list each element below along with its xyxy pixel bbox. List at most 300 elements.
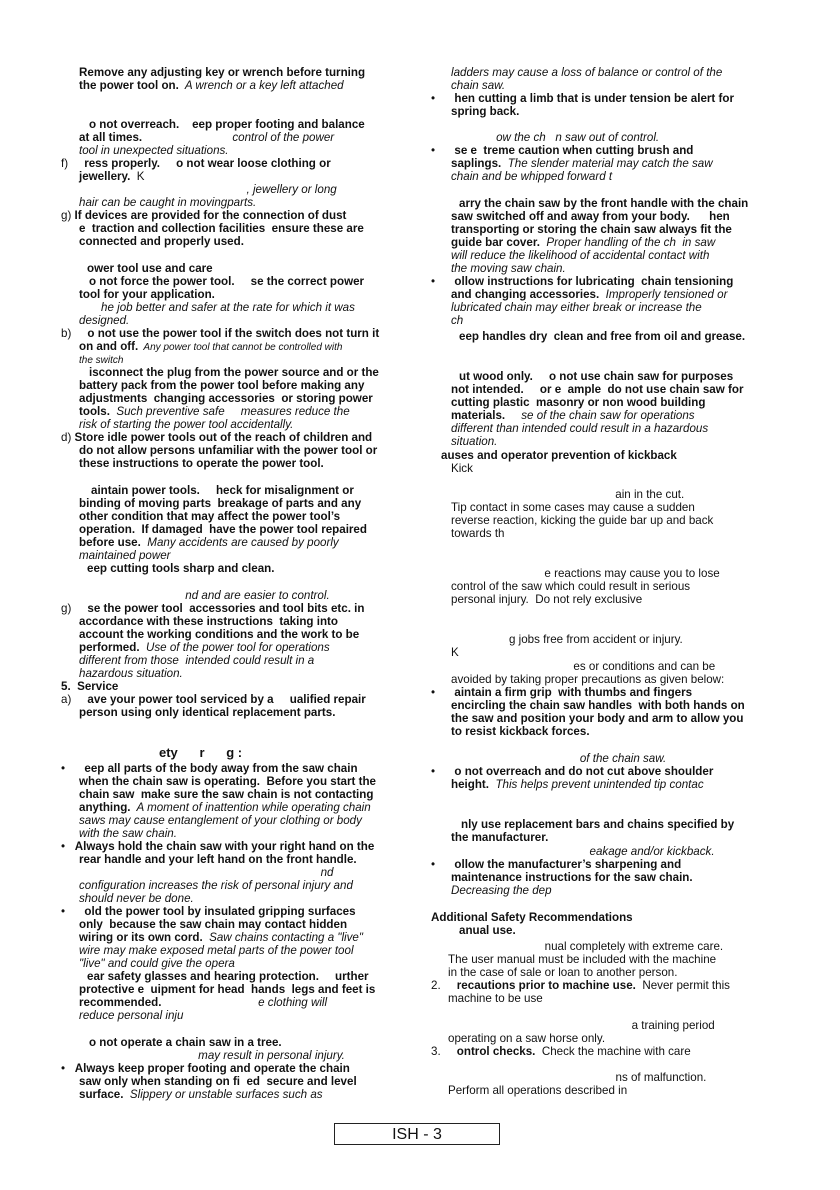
text-run: ain in the cut. <box>451 488 685 501</box>
text-line <box>61 157 331 170</box>
text-line <box>79 801 371 814</box>
text-line <box>79 392 373 405</box>
text-line <box>91 484 354 497</box>
text-run: tool for your application. <box>79 288 215 301</box>
text-run: connected and properly used. <box>79 235 244 248</box>
text-line <box>451 131 659 144</box>
text-run: will reduce the likelihood of accidental contact with <box>451 249 710 262</box>
text-run: reverse reaction, kicking the guide bar up and back <box>451 514 714 527</box>
text-line <box>61 327 379 340</box>
text-line <box>431 92 734 105</box>
text-run: he job better and safer at the rate for which it was <box>101 301 355 314</box>
text-run: risk of starting the power tool accidentally. <box>79 418 294 431</box>
text-line <box>79 379 364 392</box>
text-run: g) <box>61 602 88 615</box>
text-run: • <box>61 1062 75 1075</box>
text-run: ontrol checks. <box>456 1045 536 1058</box>
text-line <box>79 418 293 431</box>
text-run: the manufacturer. <box>451 831 549 844</box>
text-run: se of the chain saw for operations <box>505 409 695 422</box>
text-line <box>451 396 705 409</box>
text-run: "live" and could give the opera <box>79 957 235 970</box>
text-line <box>61 209 346 222</box>
text-run: , jewellery or long <box>79 183 337 196</box>
text-run: eakage and/or kickback. <box>451 845 715 858</box>
text-line <box>431 911 633 924</box>
text-line <box>79 79 344 92</box>
text-line <box>89 1036 282 1049</box>
text-line <box>79 827 177 840</box>
text-run: Slippery or unstable surfaces such as <box>123 1088 323 1101</box>
text-run: Always hold the chain saw with your right hand on the <box>74 840 375 853</box>
text-run: hen cutting a limb that is under tension be alert for <box>454 92 734 105</box>
text-run: anual use. <box>459 924 516 937</box>
text-line <box>448 1032 605 1045</box>
text-line <box>79 549 171 562</box>
text-run: Never permit this <box>635 979 730 992</box>
text-line <box>451 301 702 314</box>
text-line <box>431 686 692 699</box>
text-run: accordance with these instructions taking into <box>79 615 338 628</box>
text-line <box>451 778 704 791</box>
text-line <box>79 66 365 79</box>
text-line <box>459 370 733 383</box>
text-line <box>448 966 677 979</box>
text-line <box>61 762 358 775</box>
text-run: Tip contact in some cases may cause a sudden <box>451 501 695 514</box>
text-line <box>459 330 745 343</box>
text-line <box>451 725 590 738</box>
text-run: aintain power tools. heck for misalignment or <box>91 484 354 497</box>
text-line <box>451 580 690 593</box>
text-line <box>79 196 256 209</box>
text-line <box>451 871 693 884</box>
text-line <box>431 858 681 871</box>
text-line <box>79 1009 183 1022</box>
text-line <box>61 840 374 853</box>
text-run: arry the chain saw by the front handle with the chain <box>459 197 749 210</box>
text-run: only because the saw chain may contact hidden <box>79 918 348 931</box>
text-line <box>448 940 723 953</box>
text-line <box>79 892 194 905</box>
text-line <box>79 444 377 457</box>
text-run: when the chain saw is operating. Before you start the <box>79 775 376 788</box>
text-line <box>451 314 463 327</box>
text-line <box>451 593 642 606</box>
text-run: at all times. <box>79 131 143 144</box>
text-run: K <box>451 646 459 659</box>
text-line <box>451 288 727 301</box>
text-line <box>451 383 743 396</box>
text-run: maintained power <box>79 549 171 562</box>
text-line <box>448 953 716 966</box>
text-run: Perform all operations described in <box>448 1084 628 1097</box>
text-run: protective e uipment for head hands legs and feet is <box>79 983 376 996</box>
text-run: height. <box>451 778 489 791</box>
text-line <box>451 831 548 844</box>
text-line <box>451 712 743 725</box>
text-line <box>89 366 379 379</box>
text-line <box>451 527 505 540</box>
text-run: eep all parts of the body away from the saw chain <box>84 762 358 775</box>
text-run: other condition that may affect the power tool’s <box>79 510 341 523</box>
text-run: encircling the chain saw handles with both hands on <box>451 699 745 712</box>
text-run: isconnect the plug from the power source and or the <box>89 366 379 379</box>
text-run: The slender material may catch the saw <box>501 157 713 170</box>
text-run: may result in personal injury. <box>79 1049 345 1062</box>
text-run: rear handle and your left hand on the front handle. <box>79 853 357 866</box>
page-number: ISH - 3 <box>392 1126 442 1143</box>
text-run: Many accidents are caused by poorly <box>140 536 339 549</box>
text-line <box>451 105 519 118</box>
text-line <box>451 488 684 501</box>
text-run: to resist kickback forces. <box>451 725 590 738</box>
text-run: saw only when standing on fi ed secure and level <box>79 1075 357 1088</box>
text-line <box>79 405 350 418</box>
text-run: operating on a saw horse only. <box>448 1032 606 1045</box>
text-run: cutting plastic masonry or non wood building <box>451 396 706 409</box>
text-line <box>79 866 333 879</box>
text-run: • <box>431 765 455 778</box>
text-run: with the saw chain. <box>79 827 177 840</box>
text-run: account the working conditions and the work to be <box>79 628 360 641</box>
text-run: ety r g : <box>159 745 243 760</box>
text-line <box>441 449 677 462</box>
text-line <box>79 957 235 970</box>
text-run: K <box>130 170 145 183</box>
text-run: and changing accessories. <box>451 288 600 301</box>
text-run: saws may cause entanglement of your clothing or body <box>79 814 362 827</box>
text-line <box>451 633 683 646</box>
text-line <box>451 673 724 686</box>
text-line <box>87 970 369 983</box>
text-run: control of the power <box>142 131 335 144</box>
text-run: operation. If damaged have the power tool repaired <box>79 523 367 536</box>
text-run: control of the saw which could result in serious <box>451 580 691 593</box>
text-run: • <box>431 92 455 105</box>
text-run: o not force the power tool. se the correct power <box>89 275 365 288</box>
text-run: recommended. <box>79 996 162 1009</box>
text-line <box>79 1088 323 1101</box>
text-run: tool in unexpected situations. <box>79 144 229 157</box>
text-line <box>61 602 364 615</box>
text-run: of the chain saw. <box>451 752 667 765</box>
text-line <box>461 818 734 831</box>
text-run: different from those intended could result in a <box>79 654 315 667</box>
text-run: designed. <box>79 314 130 327</box>
text-line <box>451 462 473 475</box>
text-run: Improperly tensioned or <box>599 288 728 301</box>
text-line <box>451 409 695 422</box>
text-line <box>61 680 118 693</box>
text-run: anything. <box>79 801 131 814</box>
text-run: adjustments changing accessories or storing power <box>79 392 373 405</box>
text-line <box>431 765 713 778</box>
text-line <box>459 924 516 937</box>
text-run: binding of moving parts breakage of parts and any <box>79 497 362 510</box>
text-line <box>451 210 730 223</box>
text-run: auses and operator prevention of kickback <box>441 449 677 462</box>
text-line <box>451 236 715 249</box>
text-line <box>61 905 356 918</box>
text-run: a) <box>61 693 88 706</box>
text-line <box>61 1062 350 1075</box>
text-run: do not allow persons unfamiliar with the power tool or <box>79 444 378 457</box>
text-run: se e treme caution when cutting brush and <box>454 144 694 157</box>
text-run: • <box>61 762 85 775</box>
text-run: • <box>431 144 455 157</box>
text-run: If devices are provided for the connection of dust <box>74 209 347 222</box>
text-run: • <box>61 840 75 853</box>
text-run: Always keep proper footing and operate the chain <box>74 1062 350 1075</box>
text-run: the saw and position your body and arm to allow you <box>451 712 744 725</box>
text-line <box>79 536 339 549</box>
text-run: e clothing will <box>161 996 328 1009</box>
text-run: materials. <box>451 409 506 422</box>
text-line <box>79 497 361 510</box>
text-run: personal injury. Do not rely exclusive <box>451 593 643 606</box>
text-run: not intended. or e ample do not use chain saw for <box>451 383 744 396</box>
text-line <box>79 775 376 788</box>
text-run: Such preventive safe measures reduce the <box>109 405 350 418</box>
text-run: g jobs free from accident or injury. <box>451 633 683 646</box>
text-run: transporting or storing the chain saw always fit the <box>451 223 732 236</box>
text-line <box>79 814 362 827</box>
text-run: surface. <box>79 1088 124 1101</box>
text-run: 2. <box>431 979 457 992</box>
page-number-box <box>334 1123 500 1145</box>
text-run: wiring or its own cord. <box>79 931 203 944</box>
text-run: nual completely with extreme care. <box>448 940 724 953</box>
text-run: guide bar cover. <box>451 236 540 249</box>
text-run: eep cutting tools sharp and clean. <box>87 562 275 575</box>
text-run: 3. <box>431 1045 457 1058</box>
text-line <box>451 699 745 712</box>
text-line <box>448 1019 715 1032</box>
text-run: spring back. <box>451 105 520 118</box>
text-run: o not overreach and do not cut above shoulder <box>454 765 714 778</box>
text-line <box>79 1075 357 1088</box>
text-run: should never be done. <box>79 892 194 905</box>
text-line <box>451 223 732 236</box>
text-run: aintain a firm grip with thumbs and fingers <box>454 686 693 699</box>
text-run: ladders may cause a loss of balance or control of the <box>451 66 723 79</box>
text-run: old the power tool by insulated gripping surfaces <box>84 905 356 918</box>
text-line <box>448 1084 627 1097</box>
text-run: performed. <box>79 641 140 654</box>
text-line <box>79 235 244 248</box>
text-run: saplings. <box>451 157 502 170</box>
text-line <box>431 144 693 157</box>
text-line <box>79 589 330 602</box>
text-run: A moment of inattention while operating chain <box>130 801 371 814</box>
text-run: the moving saw chain. <box>451 262 566 275</box>
text-run: chain saw. <box>451 79 506 92</box>
text-run: these instructions to operate the power tool. <box>79 457 324 470</box>
text-run: Proper handling of the ch in saw <box>539 236 716 249</box>
text-run: Decreasing the dep <box>451 884 552 897</box>
text-line <box>79 144 229 157</box>
text-run: ollow the manufacturer’s sharpening and <box>454 858 682 871</box>
text-line <box>451 646 459 659</box>
text-run: before use. <box>79 536 141 549</box>
text-run: eep handles dry clean and free from oil and grease. <box>459 330 746 343</box>
text-run: ress properly. o not wear loose clothing or <box>84 157 331 170</box>
text-line <box>431 1045 691 1058</box>
text-run: avoided by taking proper precautions as given below: <box>451 673 725 686</box>
text-run: person using only identical replacement parts. <box>79 706 336 719</box>
text-line <box>89 118 365 131</box>
text-run: a training period <box>448 1019 715 1032</box>
text-line <box>89 275 364 288</box>
text-line <box>431 979 730 992</box>
text-run: saw switched off and away from your body. hen <box>451 210 730 223</box>
text-run: Remove any adjusting key or wrench before turning <box>79 66 366 79</box>
text-run: wire may make exposed metal parts of the power tool <box>79 944 354 957</box>
text-line <box>431 275 733 288</box>
text-run: o not operate a chain saw in a tree. <box>89 1036 282 1049</box>
text-line <box>79 615 338 628</box>
text-run: Store idle power tools out of the reach of children and <box>74 431 373 444</box>
text-line <box>79 510 340 523</box>
text-line <box>448 1071 706 1084</box>
text-line <box>79 183 337 196</box>
text-run: towards th <box>451 527 505 540</box>
text-line <box>79 314 129 327</box>
text-line <box>61 431 372 444</box>
text-line <box>79 983 375 996</box>
text-line <box>79 654 314 667</box>
text-run: This helps prevent unintended tip contac <box>489 778 704 791</box>
text-run: Any power tool that cannot be controlled with <box>138 342 343 353</box>
text-run: machine to be use <box>448 992 543 1005</box>
text-run: se the power tool accessories and tool bits etc. in <box>87 602 365 615</box>
text-line <box>451 752 666 765</box>
text-run: • <box>431 275 455 288</box>
text-run: A wrench or a key left attached <box>178 79 344 92</box>
text-line <box>451 660 715 673</box>
text-run: maintenance instructions for the saw chain. <box>451 871 693 884</box>
text-run: e traction and collection facilities ensure these are <box>79 222 364 235</box>
text-run: • <box>61 905 85 918</box>
text-line <box>451 79 505 92</box>
text-line <box>79 222 364 235</box>
text-run: the switch <box>79 355 124 366</box>
text-line <box>451 884 552 897</box>
text-run: Additional Safety Recommendations <box>431 911 633 924</box>
text-run: ut wood only. o not use chain saw for purposes <box>459 370 734 383</box>
text-line <box>459 197 748 210</box>
text-run: reduce personal inju <box>79 1009 184 1022</box>
text-run: Saw chains contacting a "live" <box>202 931 363 944</box>
text-run: eep proper footing and balance <box>179 118 365 131</box>
text-line <box>79 523 367 536</box>
text-run: chain saw make sure the saw chain is not contacting <box>79 788 374 801</box>
text-run: ower tool use and care <box>87 262 213 275</box>
text-line <box>79 931 363 944</box>
text-run: b) <box>61 327 88 340</box>
text-run: e reactions may cause you to lose <box>451 567 720 580</box>
text-run: es or conditions and can be <box>451 660 716 673</box>
text-line <box>448 992 543 1005</box>
text-line <box>451 157 713 170</box>
text-run: hair can be caught in movingparts. <box>79 196 257 209</box>
text-line <box>79 706 335 719</box>
text-line <box>451 501 695 514</box>
text-line <box>79 788 373 801</box>
text-line <box>159 746 242 760</box>
text-line <box>79 879 353 892</box>
text-run: The user manual must be included with the machine <box>448 953 717 966</box>
text-run: the power tool on. <box>79 79 179 92</box>
text-run: configuration increases the risk of personal injury and <box>79 879 353 892</box>
text-run: ns of malfunction. <box>448 1071 707 1084</box>
text-run: ow the ch n saw out of control. <box>451 131 660 144</box>
text-run: tools. <box>79 405 110 418</box>
text-line <box>451 514 713 527</box>
text-run: Check the machine with care <box>535 1045 691 1058</box>
text-run: f) <box>61 157 85 170</box>
text-run: ollow instructions for lubricating chain tensioning <box>454 275 734 288</box>
text-run: g) <box>61 209 75 222</box>
text-line <box>79 457 324 470</box>
text-line <box>451 170 612 183</box>
text-line <box>61 693 366 706</box>
text-run: nd <box>79 866 334 879</box>
text-run: different than intended could result in a hazardous <box>451 422 709 435</box>
text-run: Kick <box>451 462 473 475</box>
text-run: o not use the power tool if the switch does not turn it <box>87 327 380 340</box>
text-run: ear safety glasses and hearing protection. urther <box>87 970 369 983</box>
text-line <box>79 288 215 301</box>
text-line <box>79 853 357 866</box>
text-line <box>87 562 274 575</box>
text-run: nly use replacement bars and chains specified by <box>461 818 735 831</box>
text-line <box>79 641 330 654</box>
text-run: • <box>431 686 455 699</box>
text-line <box>79 996 327 1009</box>
text-line <box>101 301 355 314</box>
text-line <box>451 262 566 275</box>
text-run: jewellery. <box>79 170 131 183</box>
text-line <box>87 262 213 275</box>
text-run: ch <box>451 314 464 327</box>
text-run: Use of the power tool for operations <box>139 641 330 654</box>
text-line <box>79 1049 345 1062</box>
text-line <box>79 944 354 957</box>
text-line <box>79 131 334 144</box>
text-run: • <box>431 858 455 871</box>
text-run: 5. Service <box>61 680 119 693</box>
text-line <box>451 249 709 262</box>
text-run: nd and are easier to control. <box>79 589 330 602</box>
text-line <box>451 845 715 858</box>
text-line <box>79 667 183 680</box>
text-run: lubricated chain may either break or increase the <box>451 301 702 314</box>
text-run: in the case of sale or loan to another person. <box>448 966 678 979</box>
text-run: hazardous situation. <box>79 667 183 680</box>
text-run: situation. <box>451 435 498 448</box>
text-run: o not overreach. <box>89 118 180 131</box>
text-line <box>79 918 347 931</box>
text-run: recautions prior to machine use. <box>456 979 636 992</box>
text-line <box>451 66 722 79</box>
text-run: on and off. <box>79 340 139 353</box>
text-line <box>451 567 720 580</box>
text-run: chain and be whipped forward t <box>451 170 613 183</box>
text-run: d) <box>61 431 75 444</box>
text-line <box>451 435 497 448</box>
